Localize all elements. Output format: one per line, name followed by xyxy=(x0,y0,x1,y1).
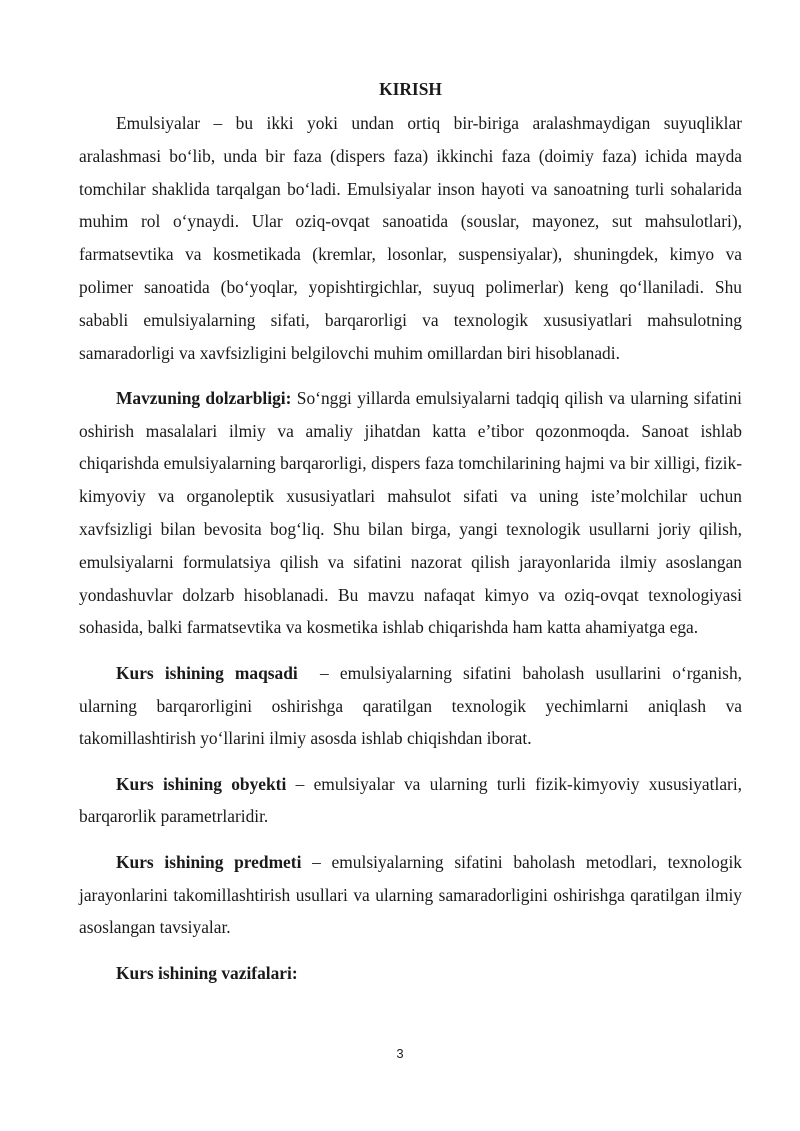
object-text: – emulsiyalar va ularning turli fizik-kimyoviy xususiyatlari, barqarorlik parametrlaridir. xyxy=(79,773,743,827)
tasks-paragraph xyxy=(79,957,742,990)
goal-paragraph xyxy=(79,657,747,755)
subject-label: Kurs ishining predmeti xyxy=(116,851,302,872)
relevance-text: Soʻnggi yillarda emulsiyalarni tadqiq qilish va ularning sifatini oshirish masalalari ilmiy va amaliy jihatdan katta e’tibor qozonmoqda. Sanoat ishlab chiqarishda emulsiyalarning barqarorligi, dispers faza tomchilarining hajmi va bir xilligi, fizik-kimyoviy va organoleptik xususiyatlari mahsulot sifati va uning iste’molchilar uchun xavfsizligi bilan bevosita bogʻliq. Shu bilan birga, yangi texnologik usullarni joriy qilish, emulsiyalarni formulatsiya qilish va sifatini nazorat qilish jarayonlarida ilmiy asoslangan yondashuvlar dolzarb hisoblanadi. Bu mavzu nafaqat kimyo va oziq-ovqat texnologiyasi sohasida, balki farmatsevtika va kosmetika ishlab chiqarishda ham katta ahamiyatga ega. xyxy=(79,387,742,638)
subject-paragraph xyxy=(79,846,742,944)
page-number: 3 xyxy=(396,1046,404,1061)
object-label: Kurs ishining obyekti xyxy=(116,773,287,794)
subject-text: – emulsiyalarning sifatini baholash metodlari, texnologik jarayonlarini takomillashtirish usullari va ularning samaradorligini oshirishga qaratilgan ilmiy asoslangan tavsiyalar. xyxy=(79,851,742,938)
document-page xyxy=(79,75,747,1002)
section-title: KIRISH xyxy=(379,79,442,99)
relevance-paragraph xyxy=(79,382,742,644)
tasks-label: Kurs ishining vazifalari: xyxy=(116,962,298,983)
goal-text: – emulsiyalarning sifatini baholash usullarini oʻrganish, ularning barqarorligini oshirishga qaratilgan texnologik yechimlarni aniqlash va takomillashtirish yoʻllarini ilmiy asosda ishlab chiqishdan iborat. xyxy=(79,662,747,749)
object-paragraph xyxy=(79,768,742,834)
relevance-label: Mavzuning dolzarbligi: xyxy=(116,387,292,408)
goal-label: Kurs ishining maqsadi xyxy=(116,662,298,683)
intro-paragraph: Emulsiyalar – bu ikki yoki undan ortiq bir-biriga aralashmaydigan suyuqliklar aralashmasi boʻlib, unda bir faza (dispers faza) ikkinchi faza (doimiy faza) ichida mayda tomchilar shaklida tarqalgan boʻladi. Emulsiyalar inson hayoti va sanoatning turli sohalarida muhim rol oʻynaydi. Ular oziq-ovqat sanoatida (souslar, mayonez, sut mahsulotlari), farmatsevtika va kosmetikada (kremlar, losonlar, suspensiyalar), shuningdek, kimyo va polimer sanoatida (boʻyoqlar, yopishtirgichlar, suyuq polimerlar) keng qoʻllaniladi. Shu sababli emulsiyalarning sifati, barqarorligi va texnologik xususiyatlari mahsulotning samaradorligi va xavfsizligini belgilovchi muhim omillardan biri hisoblanadi. xyxy=(79,113,742,363)
